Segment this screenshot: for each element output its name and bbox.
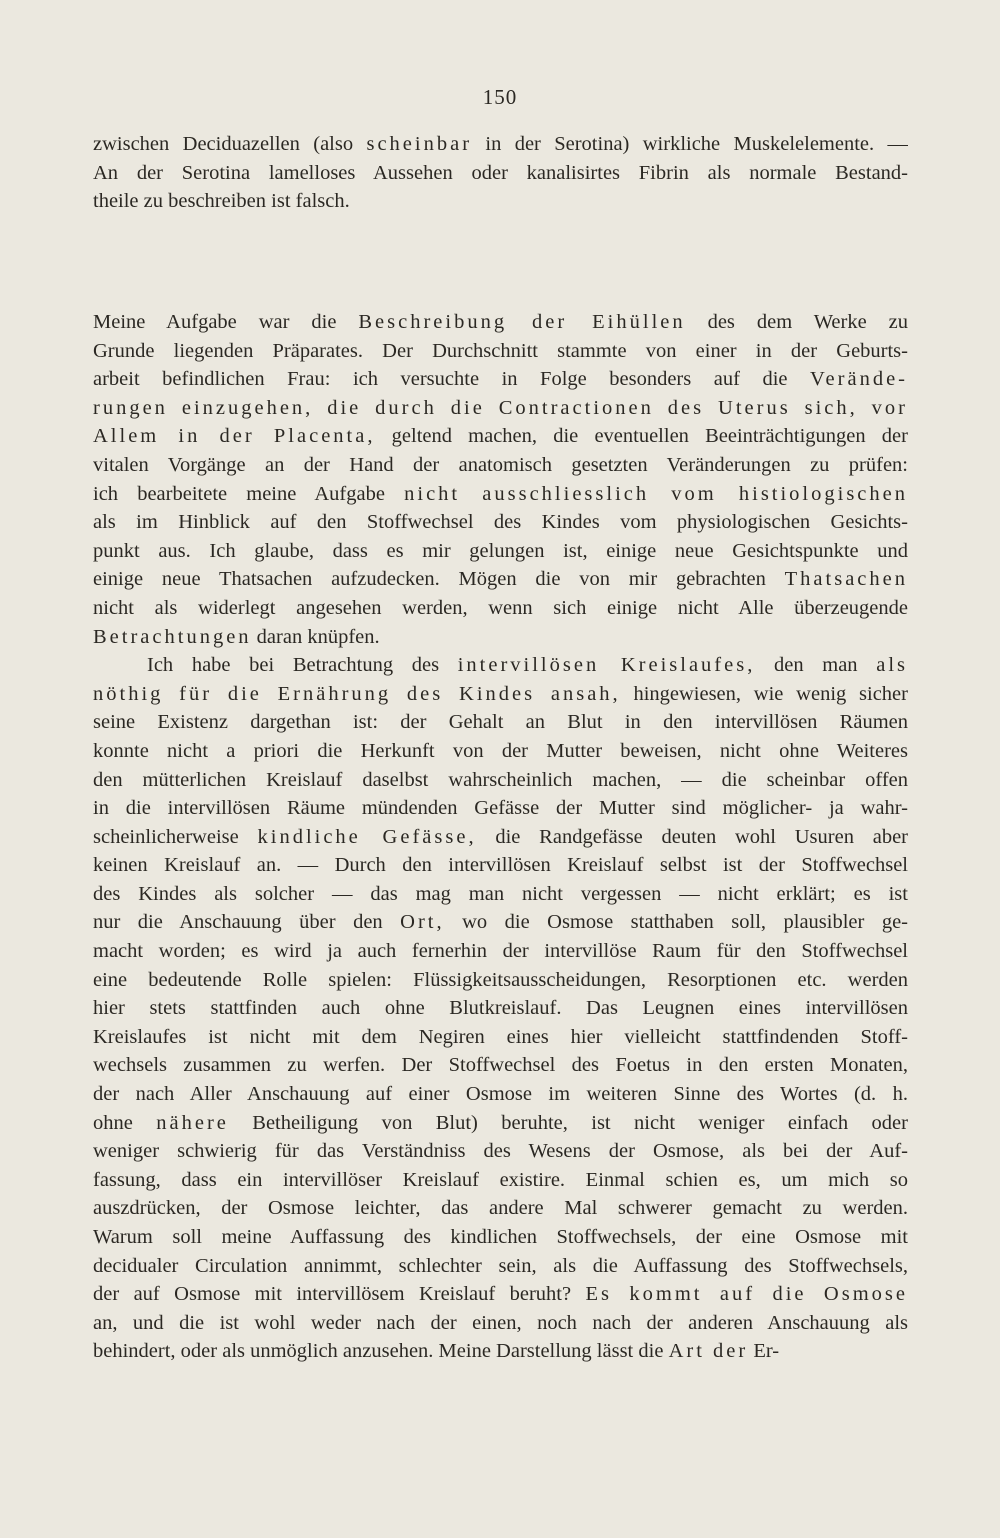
text-line — [93, 908, 908, 937]
text-line — [93, 308, 908, 337]
text-line — [93, 1080, 908, 1109]
text-line — [93, 1337, 908, 1366]
text-segment: den mütterlichen Kreislauf daselbst wahrscheinlich machen, — die scheinbar offen — [93, 768, 908, 791]
text-segment: Grunde liegenden Präparates. Der Durchschnitt stammte von einer in der Geburts- — [93, 339, 908, 362]
text-line — [93, 623, 908, 652]
text-line — [93, 508, 908, 537]
emphasis-text: nöthig für die Ernährung des Kindes ansah, — [93, 682, 621, 705]
text-segment: wo die Osmose statthaben soll, plausibler ge- — [444, 911, 908, 934]
text-segment: auszdrücken, der Osmose leichter, das andere Mal schwerer gemacht zu werden. — [93, 1197, 908, 1220]
text-segment: Er- — [748, 1340, 780, 1363]
text-line — [93, 1166, 908, 1195]
text-line — [93, 1194, 908, 1223]
text-line — [93, 880, 908, 909]
text-line — [93, 1023, 908, 1052]
paragraph — [93, 308, 908, 651]
paragraph — [93, 651, 908, 1366]
paragraph — [93, 130, 908, 216]
text-segment: seine Existenz dargethan ist: der Gehalt an Blut in den intervillösen Räumen — [93, 711, 908, 734]
emphasis-text: Beschreibung der Eihüllen — [358, 311, 686, 333]
text-line — [93, 394, 908, 423]
text-line — [93, 365, 908, 394]
emphasis-text: intervillösen Kreislaufes, — [457, 654, 756, 677]
text-segment: eine bedeutende Rolle spielen: Flüssigkeitsausscheidungen, Resorptionen etc. werden — [93, 968, 908, 991]
text-line — [93, 994, 908, 1023]
text-segment: nicht als widerlegt angesehen werden, wenn sich einige nicht Alle überzeugende — [93, 596, 908, 619]
text-line — [93, 1223, 908, 1252]
emphasis-text: Es kommt auf die Osmose — [585, 1283, 908, 1306]
text-segment: zwischen Deciduazellen (also — [93, 133, 367, 155]
text-segment: Betheiligung von Blut) beruhte, ist nicht weniger einfach oder — [228, 1111, 908, 1134]
text-line — [93, 737, 908, 766]
page-number: 150 — [482, 85, 518, 109]
text-segment: scheinlicherweise — [93, 825, 258, 848]
emphasis-text: scheinbar — [366, 133, 473, 155]
emphasis-text: Ort, — [400, 911, 445, 934]
text-segment: der nach Aller Anschauung auf einer Osmose im weiteren Sinne des Wortes (d. h. — [93, 1083, 908, 1106]
text-line — [93, 651, 908, 680]
text-line — [93, 337, 908, 366]
text-segment: Ich habe bei Betrachtung des — [147, 654, 458, 677]
text-segment: an, und die ist wohl weder nach der einen, noch nach der anderen Anschauung als — [93, 1311, 908, 1334]
emphasis-text: kindliche Gefässe, — [257, 825, 477, 848]
text-segment: theile zu beschreiben ist falsch. — [93, 190, 350, 213]
text-line — [93, 823, 908, 852]
text-segment: in der Serotina) wirkliche Muskelelemente. — — [472, 133, 908, 155]
text-segment: wechsels zusammen zu werfen. Der Stoffwechsel des Foetus in den ersten Monaten, — [93, 1054, 908, 1077]
text-segment: arbeit befindlichen Frau: ich versuchte in Folge besonders auf die — [93, 368, 811, 391]
text-line — [93, 680, 908, 709]
text-segment: fassung, dass ein intervillöser Kreislauf existire. Einmal schien es, um mich so — [93, 1168, 908, 1191]
text-line — [93, 187, 908, 216]
text-segment: ohne — [93, 1111, 157, 1134]
text-segment: hingewiesen, wie wenig sicher — [620, 682, 908, 705]
text-line — [93, 1280, 908, 1309]
text-segment: Warum soll meine Auffassung des kindlichen Stoffwechsels, der eine Osmose mit — [93, 1226, 908, 1248]
text-line — [93, 451, 908, 480]
text-line — [93, 1051, 908, 1080]
emphasis-text: rungen einzugehen, die durch die Contractionen des Uterus sich, vor — [93, 396, 908, 419]
text-line — [93, 1252, 908, 1281]
text-segment: des Kindes als solcher — das mag man nicht vergessen — nicht erklärt; es ist — [93, 882, 908, 905]
text-line — [93, 422, 908, 451]
text-line — [93, 937, 908, 966]
text-line — [93, 1109, 908, 1138]
emphasis-text: Allem in der Placenta, — [93, 425, 376, 448]
text-line — [93, 851, 908, 880]
text-segment: vitalen Vorgänge an der Hand der anatomisch gesetzten Veränderungen zu prüfen: — [93, 453, 908, 476]
emphasis-text: Betrachtungen — [93, 625, 252, 648]
text-segment: der auf Osmose mit intervillösem Kreislauf beruht? — [93, 1283, 586, 1306]
text-block-top — [93, 130, 908, 216]
text-segment: konnte nicht a priori die Herkunft von der Mutter beweisen, nicht ohne Weiteres — [93, 739, 908, 762]
text-line — [93, 537, 908, 566]
text-segment: geltend machen, die eventuellen Beeinträchtigungen der — [375, 425, 908, 448]
text-segment: behindert, oder als unmöglich anzusehen. Meine Darstellung lässt die — [93, 1340, 669, 1363]
text-line — [93, 708, 908, 737]
text-block-main — [93, 308, 908, 1366]
text-segment: Kreislaufes ist nicht mit dem Negiren eines hier vielleicht stattfindenden Stoff- — [93, 1025, 908, 1048]
text-segment: nur die Anschauung über den — [93, 911, 401, 934]
emphasis-text: Verände- — [810, 368, 908, 391]
emphasis-text: Art der — [668, 1340, 749, 1363]
text-line — [93, 1137, 908, 1166]
text-line — [93, 594, 908, 623]
text-segment: als im Hinblick auf den Stoffwechsel des Kindes vom physiologischen Gesichts- — [93, 511, 908, 534]
text-line — [93, 130, 908, 159]
emphasis-text: als — [876, 654, 908, 677]
text-line — [93, 966, 908, 995]
text-segment: decidualer Circulation annimmt, schlechter sein, als die Auffassung des Stoffwechsels, — [93, 1254, 908, 1277]
emphasis-text: nähere — [156, 1111, 229, 1134]
text-segment: die Randgefässe deuten wohl Usuren aber — [476, 825, 908, 848]
text-segment: des dem Werke zu — [685, 311, 908, 333]
text-segment: daran knüpfen. — [251, 625, 380, 648]
emphasis-text: nicht ausschliesslich vom histiologischen — [404, 482, 908, 505]
text-segment: keinen Kreislauf an. — Durch den intervillösen Kreislauf selbst ist der Stoffwechsel — [93, 854, 908, 877]
text-segment: macht worden; es wird ja auch fernerhin der intervillöse Raum für den Stoffwechsel — [93, 940, 908, 963]
text-segment: einige neue Thatsachen aufzudecken. Mögen die von mir gebrachten — [93, 568, 785, 591]
text-segment: An der Serotina lamelloses Aussehen oder kanalisirtes Fibrin als normale Bestand- — [93, 161, 908, 184]
text-segment: in die intervillösen Räume mündenden Gefässe der Mutter sind möglicher- ja wahr- — [93, 797, 908, 820]
text-segment: punkt aus. Ich glaube, dass es mir gelungen ist, einige neue Gesichtspunkte und — [93, 539, 908, 562]
text-line — [93, 766, 908, 795]
text-segment: Meine Aufgabe war die — [93, 311, 359, 333]
text-segment: ich bearbeitete meine Aufgabe — [93, 482, 405, 505]
text-line — [93, 565, 908, 594]
text-segment: weniger schwierig für das Verständniss des Wesens der Osmose, als bei der Auf- — [93, 1140, 908, 1163]
text-line — [93, 480, 908, 509]
text-segment: hier stets stattfinden auch ohne Blutkreislauf. Das Leugnen eines intervillösen — [93, 997, 908, 1020]
emphasis-text: Thatsachen — [784, 568, 908, 591]
text-line — [93, 159, 908, 188]
text-line — [93, 794, 908, 823]
text-line — [93, 1309, 908, 1338]
text-segment: den man — [755, 654, 877, 677]
